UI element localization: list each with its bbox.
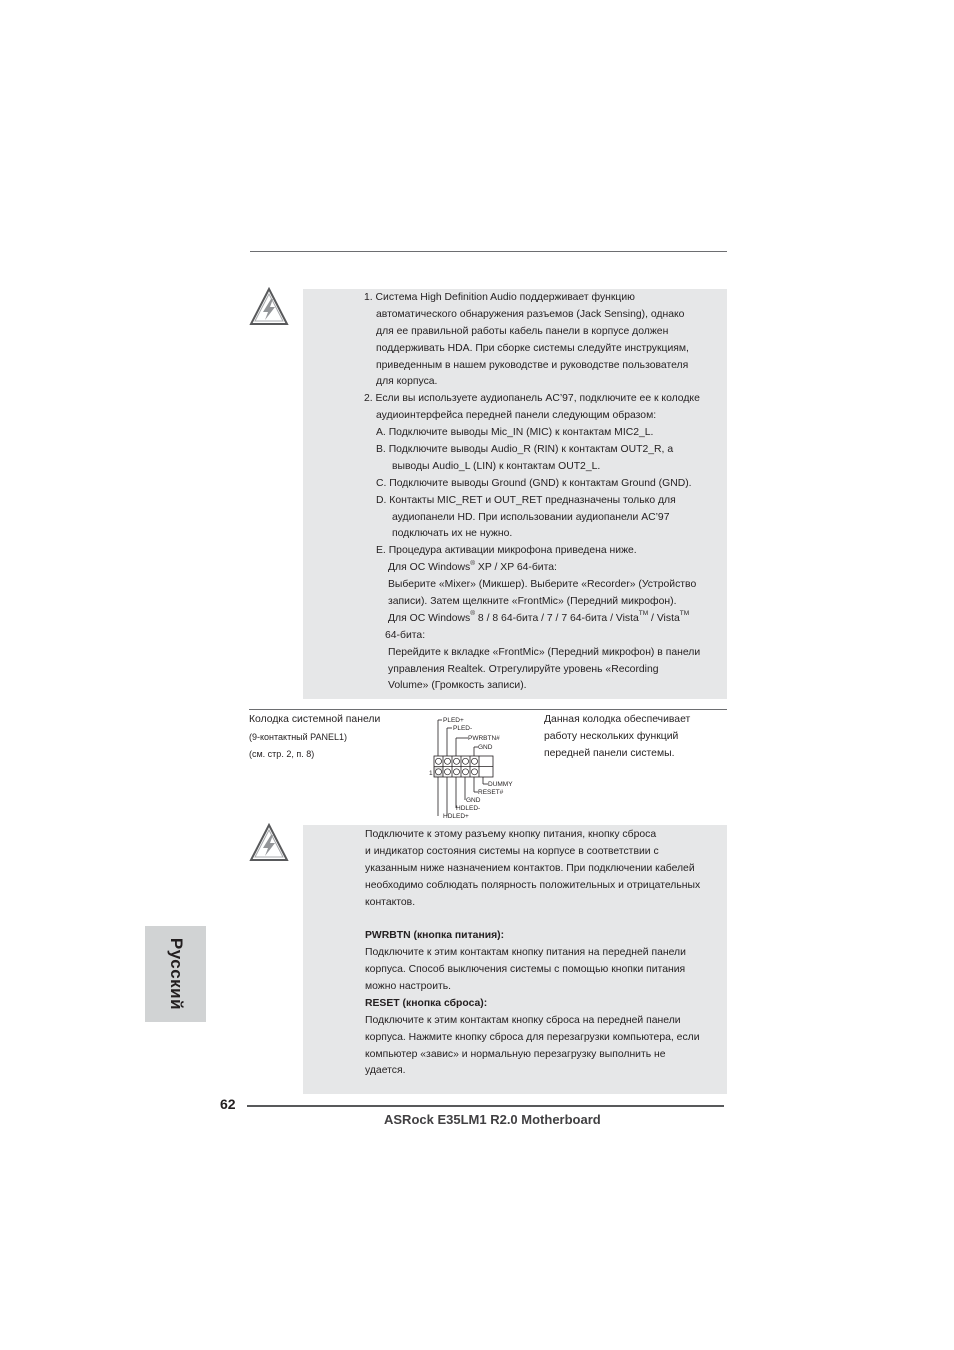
panel-note-text bbox=[365, 827, 700, 1080]
pin-label: HDLED- bbox=[456, 805, 481, 812]
page-number: 62 bbox=[220, 1096, 236, 1112]
note-line: аудиоинтерфейса передней панели следующим образом: bbox=[376, 410, 657, 422]
note-line: удается. bbox=[365, 1065, 406, 1077]
trademark-mark: TM bbox=[638, 610, 649, 618]
panel-header-diagram bbox=[428, 716, 524, 820]
pin-label: PWRBTN# bbox=[468, 735, 500, 742]
pin-label: RESET# bbox=[478, 789, 504, 796]
language-tab-label: Русский bbox=[166, 937, 186, 1011]
description-line: передней панели системы. bbox=[544, 747, 675, 759]
top-rule bbox=[250, 251, 727, 252]
note-line: корпуса. Нажмите кнопку сброса для перезагрузки компьютера, если bbox=[365, 1031, 700, 1043]
warning-icon bbox=[249, 823, 289, 863]
note-text: XP / XP 64-бита: bbox=[475, 562, 557, 574]
note-text: 8 / 8 64-бита / 7 / 7 64-бита / Vista bbox=[475, 612, 639, 624]
note-line: Перейдите к вкладке «FrontMic» (Передний микрофон) в панели bbox=[388, 646, 701, 658]
header-page-ref: (см. стр. 2, п. 8) bbox=[249, 749, 315, 759]
language-tab bbox=[145, 926, 206, 1022]
pin-label: DUMMY bbox=[488, 781, 513, 788]
note-line: B. Подключите выводы Audio_R (RIN) к контактам OUT2_R, а bbox=[376, 444, 674, 456]
note-line: A. Подключите выводы Mic_IN (MIC) к контактам MIC2_L. bbox=[376, 427, 654, 439]
pin-label: GND bbox=[466, 797, 481, 804]
note-line: C. Подключите выводы Ground (GND) к контактам Ground (GND). bbox=[376, 477, 692, 489]
note-line: можно настроить. bbox=[365, 981, 452, 993]
registered-mark: ® bbox=[470, 610, 476, 618]
note-text: / Vista bbox=[648, 612, 680, 624]
note-line: необходимо соблюдать полярность положительных и отрицательных bbox=[365, 879, 701, 891]
footer-title: ASRock E35LM1 R2.0 Motherboard bbox=[384, 1112, 601, 1127]
note-line: выводы Audio_L (LIN) к контактам OUT2_L. bbox=[392, 460, 601, 472]
note-spacer bbox=[365, 911, 700, 928]
note-text: Для ОС Windows bbox=[388, 612, 471, 624]
note-line: для корпуса. bbox=[376, 376, 438, 388]
note-line: Выберите «Mixer» (Микшер). Выберите «Recorder» (Устройство bbox=[388, 579, 697, 591]
note-line: для ее правильной работы кабель панели в корпусе должен bbox=[376, 325, 669, 337]
note-line: управления Realtek. Отрегулируйте уровень «Recording bbox=[388, 663, 659, 675]
note-text: Для ОС Windows bbox=[388, 562, 471, 574]
note-line: указанным ниже назначением контактов. При подключении кабелей bbox=[365, 862, 695, 874]
note-line-win8 bbox=[364, 611, 700, 628]
header-subtitle: (9-контактный PANEL1) bbox=[249, 732, 348, 742]
note-line: поддерживать HDA. При сборке системы следуйте инструкциям, bbox=[376, 342, 689, 354]
pwrbtn-heading bbox=[365, 928, 700, 945]
footer-rule bbox=[247, 1105, 724, 1107]
registered-mark: ® bbox=[470, 559, 476, 567]
description-line: Данная колодка обеспечивает bbox=[544, 714, 691, 725]
pin-label: GND bbox=[478, 744, 493, 751]
note-line: Volume» (Громкость записи). bbox=[388, 680, 527, 692]
note-line: и индикатор состояния системы на корпусе в соответствии с bbox=[365, 845, 659, 857]
warning-icon bbox=[249, 287, 289, 327]
pin-label: HDLED+ bbox=[443, 813, 469, 820]
note-line: 64-бита: bbox=[385, 629, 426, 641]
trademark-mark: TM bbox=[679, 610, 690, 618]
pwrbtn-heading-text: PWRBTN (кнопка питания): bbox=[365, 930, 505, 942]
note-line: Подключите к этим контактам кнопку питания на передней панели bbox=[365, 947, 686, 959]
pin-one-label: 1 bbox=[429, 770, 433, 777]
header-description bbox=[544, 712, 690, 763]
note-line: корпуса. Способ выключения системы с помощью кнопки питания bbox=[365, 964, 686, 976]
reset-heading bbox=[365, 996, 700, 1013]
note-line: компьютер «завис» и нормальную перезагрузку выполнить не bbox=[365, 1048, 666, 1060]
note-line: автоматического обнаружения разъемов (Jack Sensing), однако bbox=[376, 308, 685, 320]
note-line: контактов. bbox=[365, 896, 416, 908]
pin-label: PLED- bbox=[453, 725, 473, 732]
note-line: записи). Затем щелкните «FrontMic» (Передний микрофон). bbox=[388, 596, 677, 608]
reset-heading-text: RESET (кнопка сброса): bbox=[365, 997, 488, 1009]
note-line: Подключите к этим контактам кнопку сброса на передней панели bbox=[365, 1014, 681, 1026]
note-line: 2. Если вы используете аудиопанель AC’97, подключите ее к колодке bbox=[364, 393, 700, 405]
note-line: приведенным в нашем руководстве и руководстве пользователя bbox=[376, 359, 689, 371]
note-line: D. Контакты MIC_RET и OUT_RET предназначены только для bbox=[376, 494, 676, 506]
description-line: работу нескольких функций bbox=[544, 730, 679, 742]
note-line: аудиопанели HD. При использовании аудиопанели AC’97 bbox=[392, 511, 670, 523]
pin-label: PLED+ bbox=[443, 717, 464, 724]
audio-note-text bbox=[364, 290, 700, 695]
section-rule bbox=[249, 709, 727, 710]
note-line: Подключите к этому разъему кнопку питания, кнопку сброса bbox=[365, 829, 657, 840]
note-line: 1. Система High Definition Audio поддерживает функцию bbox=[364, 292, 635, 303]
note-line-xp bbox=[364, 560, 700, 577]
header-title: Колодка системной панели bbox=[249, 714, 381, 725]
note-line: подключать их не нужно. bbox=[392, 528, 513, 540]
note-line: E. Процедура активации микрофона приведена ниже. bbox=[376, 545, 637, 557]
